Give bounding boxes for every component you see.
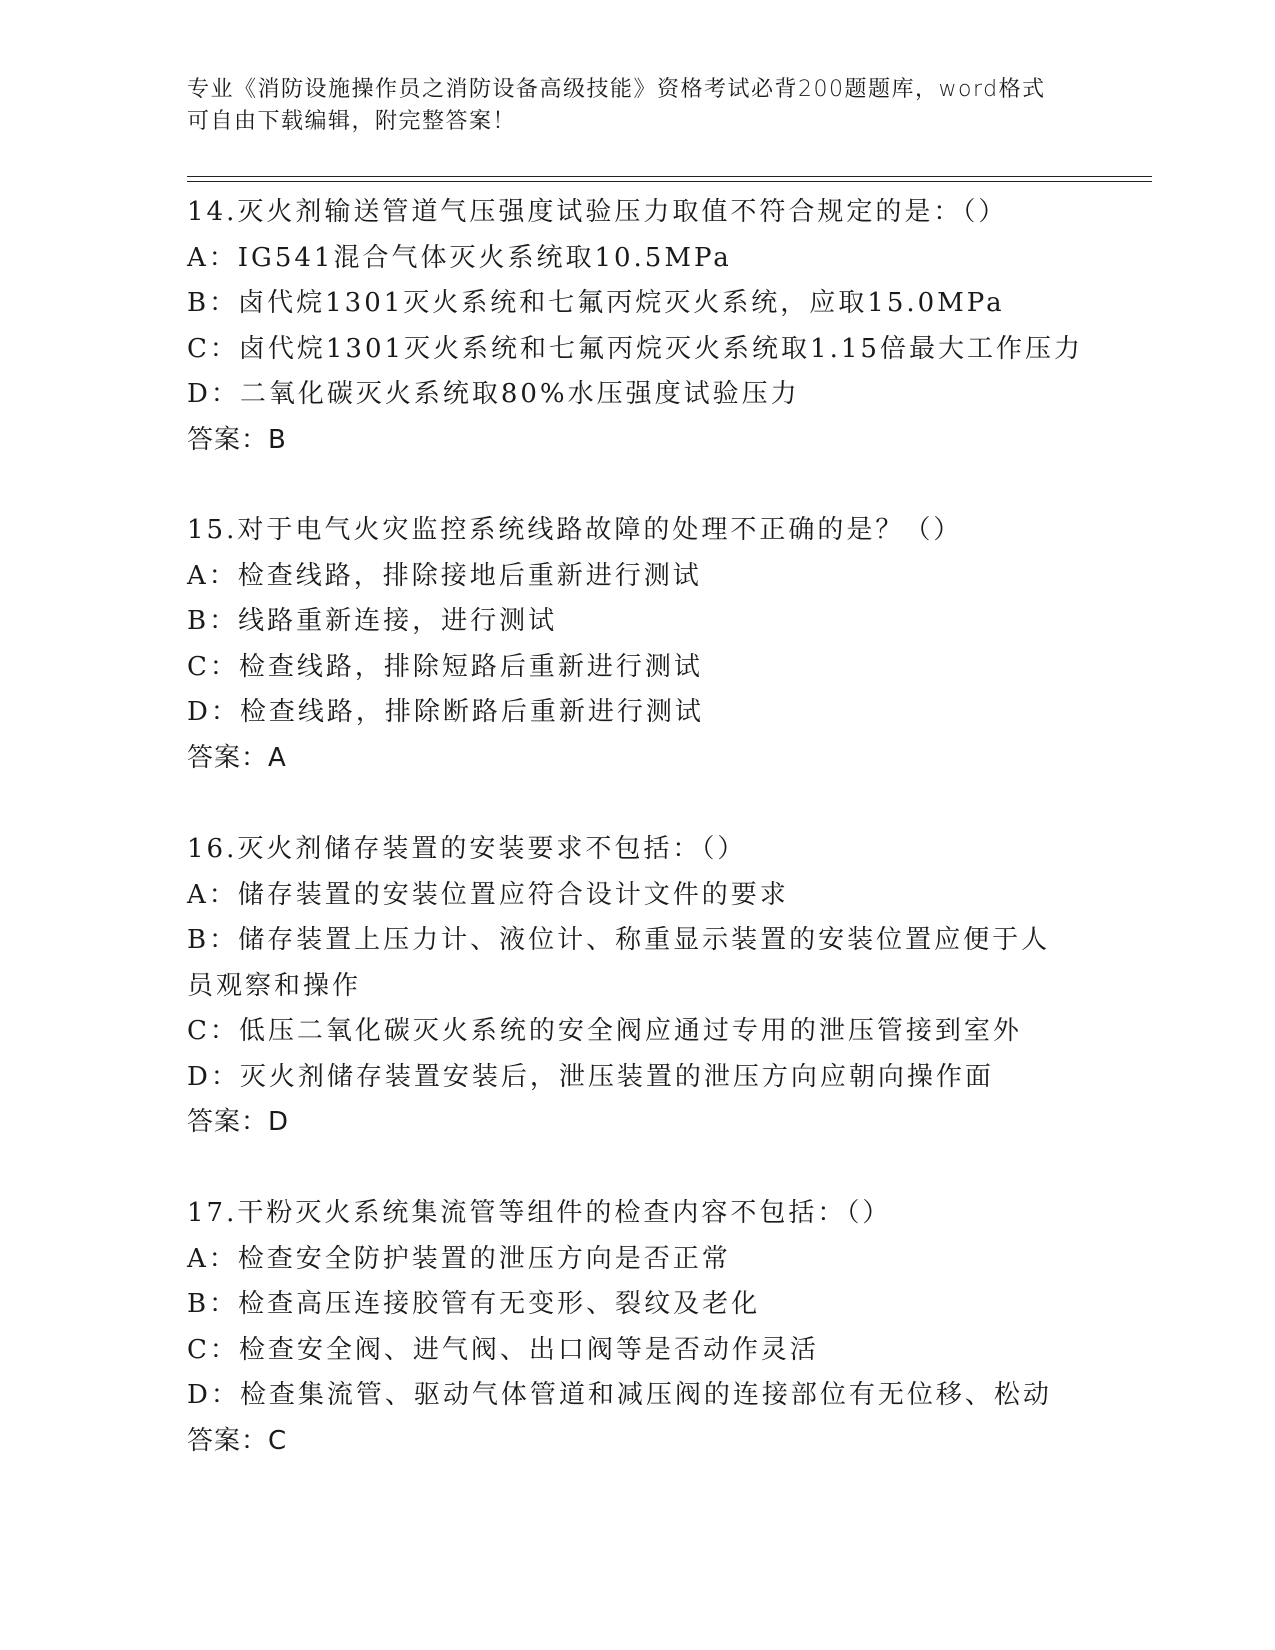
option-c: C：低压二氧化碳灭火系统的安全阀应通过专用的泄压管接到室外	[187, 1016, 1022, 1046]
option-d: D：二氧化碳灭火系统取80%水压强度试验压力	[187, 379, 800, 409]
question-stem: 16.灭火剂储存装置的安装要求不包括：（）	[187, 834, 747, 864]
option-d: D：检查集流管、驱动气体管道和减压阀的连接部位有无位移、松动	[187, 1380, 1052, 1410]
document-header: 专业《消防设施操作员之消防设备高级技能》资格考试必背200题题库，word格式可自由下载编辑，附完整答案！	[187, 77, 1046, 134]
option-a: A：检查线路，排除接地后重新进行测试	[187, 560, 702, 591]
question-stem: 14.灭火剂输送管道气压强度试验压力取值不符合规定的是：（）	[187, 197, 1008, 227]
question-17	[187, 1191, 1067, 1464]
option-a: A：IG541混合气体灭火系统取10.5MPa	[187, 242, 732, 273]
question-14	[187, 190, 1083, 463]
option-d: D：灭火剂储存装置安装后，泄压装置的泄压方向应朝向操作面	[187, 1061, 994, 1092]
option-a: A：检查安全防护装置的泄压方向是否正常	[187, 1243, 731, 1274]
header-divider-bottom	[187, 181, 1152, 182]
question-15	[187, 508, 1067, 781]
answer: 答案：C	[187, 1425, 288, 1456]
answer: 答案：A	[187, 742, 287, 773]
question-stem: 17.干粉灭火系统集流管等组件的检查内容不包括：（）	[187, 1198, 892, 1228]
option-d: D：检查线路，排除断路后重新进行测试	[187, 697, 704, 727]
option-c: C：检查安全阀、进气阀、出口阀等是否动作灵活	[187, 1334, 819, 1365]
question-stem: 15.对于电气火灾监控系统线路故障的处理不正确的是？（）	[187, 515, 963, 545]
answer: 答案：D	[187, 1107, 290, 1137]
answer: 答案：B	[187, 424, 287, 455]
header-divider-top	[187, 176, 1152, 177]
option-b: B：检查高压连接胶管有无变形、裂纹及老化	[187, 1289, 761, 1319]
option-a: A：储存装置的安装位置应符合设计文件的要求	[187, 879, 789, 910]
option-b: B：储存装置上压力计、液位计、称重显示装置的安装位置应便于人员观察和操作	[187, 925, 1051, 1001]
option-c: C：卤代烷1301灭火系统和七氟丙烷灭火系统取1.15倍最大工作压力	[187, 333, 1083, 364]
option-c: C：检查线路，排除短路后重新进行测试	[187, 651, 703, 682]
option-b: B：线路重新连接，进行测试	[187, 606, 558, 636]
option-b: B：卤代烷1301灭火系统和七氟丙烷灭火系统，应取15.0MPa	[187, 288, 1005, 318]
question-16	[187, 827, 1067, 1146]
